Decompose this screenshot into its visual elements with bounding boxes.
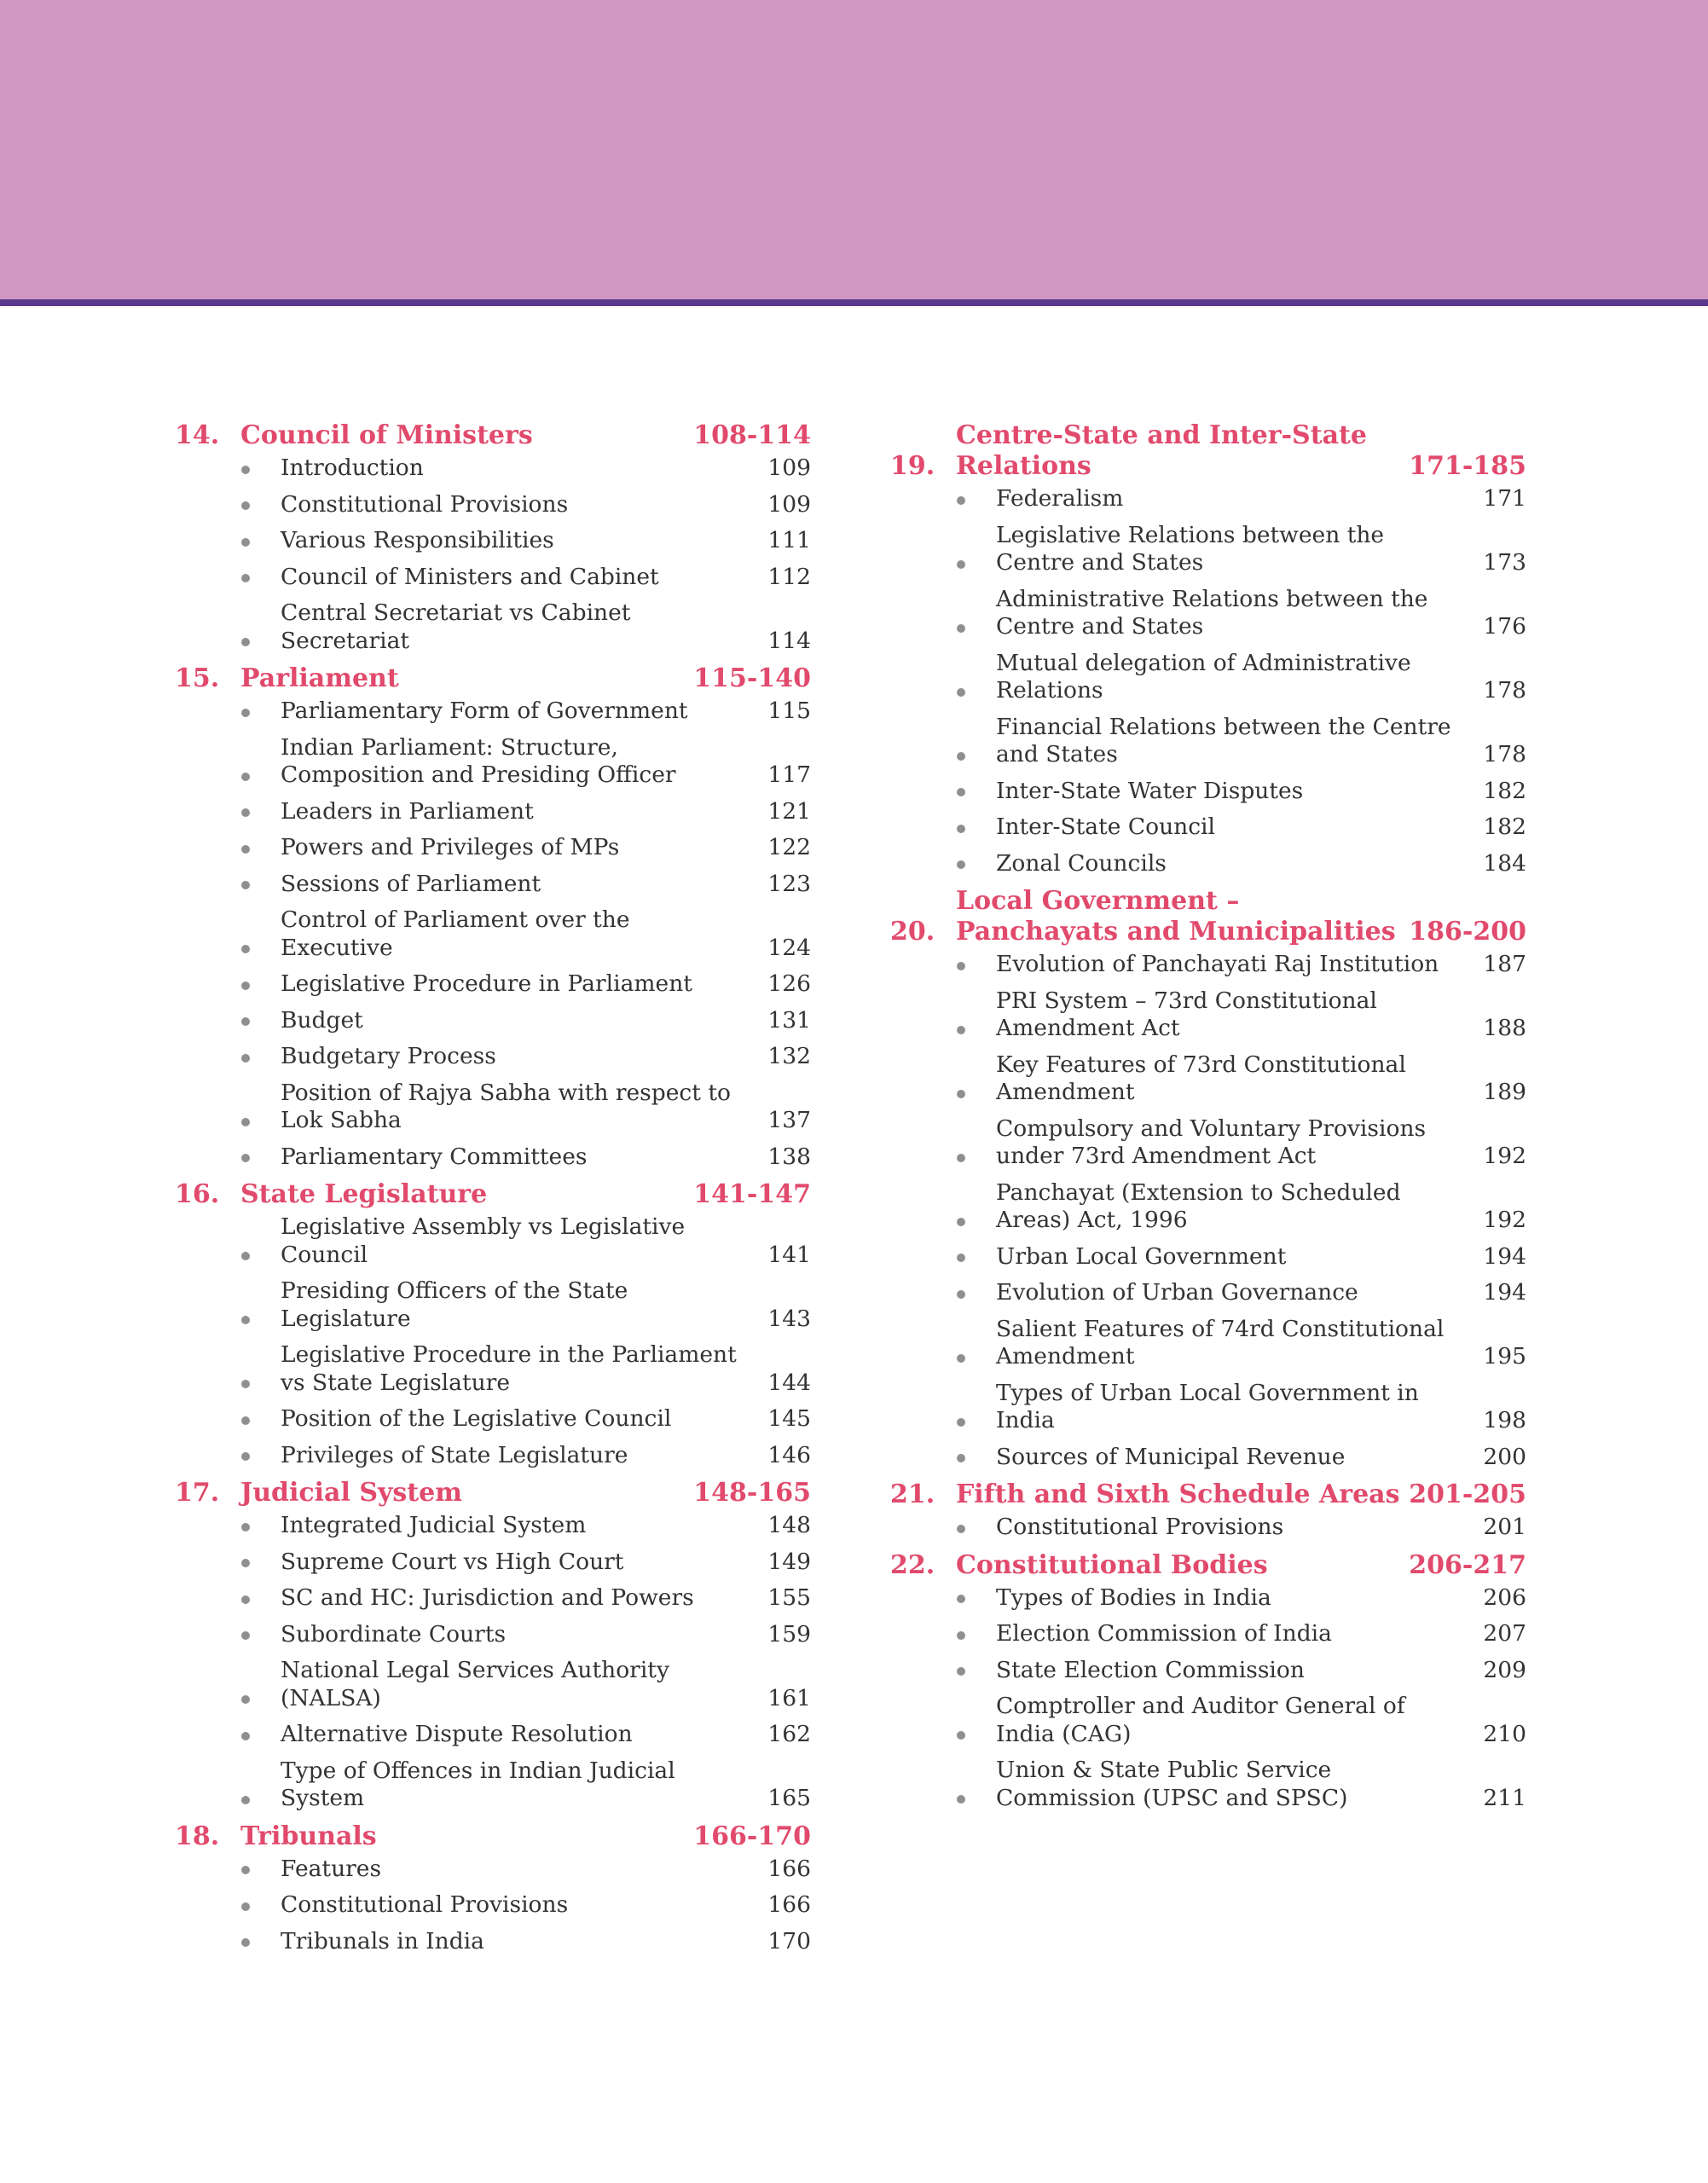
bullet-icon (175, 1242, 240, 1269)
toc-entry-title: Financial Relations between the Centre and States (996, 713, 1451, 767)
chapter-heading[interactable] (890, 420, 1526, 482)
toc-entry-title: Constitutional Provisions (281, 1891, 569, 1918)
bullet-icon (890, 678, 956, 705)
toc-entry[interactable] (175, 1549, 811, 1577)
chapter-16 (175, 1179, 811, 1469)
bullet-icon (175, 1786, 240, 1813)
toc-entry-title: Union & State Public Service Commission (UPSC and SPSC) (996, 1757, 1348, 1811)
toc-entry[interactable] (175, 1442, 811, 1470)
bullet-icon (175, 971, 240, 999)
toc-entry-page: 161 (767, 1684, 811, 1711)
toc-entry-page: 189 (1483, 1079, 1526, 1105)
toc-entry-page: 146 (767, 1441, 811, 1468)
header-rule (0, 299, 1708, 306)
toc-entry[interactable] (890, 1444, 1526, 1472)
toc-entry-page: 145 (767, 1405, 811, 1432)
toc-entry[interactable] (175, 564, 811, 592)
toc-entry-page: 178 (1483, 741, 1526, 767)
bullet-icon (175, 1685, 240, 1712)
toc-entry[interactable] (175, 1584, 811, 1613)
toc-entry[interactable] (890, 485, 1526, 513)
bullet-icon (890, 1280, 956, 1307)
toc-entry-page: 111 (767, 527, 811, 553)
chapter-heading[interactable] (175, 663, 811, 694)
bullet-icon (175, 1621, 240, 1648)
bullet-icon (175, 1144, 240, 1171)
toc-entry[interactable] (890, 778, 1526, 806)
toc-entry-title: State Election Commission (996, 1656, 1305, 1683)
toc-entry-title: Leaders in Parliament (281, 797, 534, 825)
toc-entry-page: 131 (767, 1006, 811, 1034)
toc-entry-title: Inter-State Water Disputes (996, 777, 1304, 804)
toc-entry-title: Position of Rajya Sabha with respect to Lok Sabha (281, 1079, 731, 1133)
toc-entry-title: Urban Local Government (996, 1242, 1287, 1270)
toc-entry-title: Evolution of Urban Governance (996, 1279, 1358, 1306)
toc-entry-page: 192 (1483, 1207, 1526, 1233)
toc-entry-title: Alternative Dispute Resolution (281, 1721, 633, 1747)
bullet-icon (175, 455, 240, 483)
toc-entry-title: SC and HC: Jurisdiction and Powers (281, 1584, 694, 1611)
toc-entry[interactable] (890, 1584, 1526, 1613)
chapter-number: 15. (175, 663, 220, 693)
chapter-heading[interactable] (175, 420, 811, 451)
toc-entry[interactable] (175, 1621, 811, 1649)
toc-entry[interactable] (890, 1279, 1526, 1307)
toc-entry-title: Powers and Privileges of MPs (281, 834, 620, 860)
toc-entry-page: 192 (1483, 1143, 1526, 1169)
toc-entry-page: 149 (767, 1548, 811, 1575)
toc-entry-page: 143 (767, 1305, 811, 1332)
toc-entry-page: 201 (1483, 1514, 1526, 1540)
toc-entry-page: 198 (1483, 1407, 1526, 1433)
bullet-icon (175, 1108, 240, 1135)
toc-entry[interactable] (175, 1891, 811, 1920)
bullet-icon (175, 871, 240, 898)
toc-entry[interactable] (890, 1051, 1526, 1107)
toc-entry-title: Type of Offences in Indian Judicial System (281, 1757, 675, 1811)
chapter-number: 16. (175, 1179, 220, 1209)
toc-entry[interactable] (890, 850, 1526, 878)
toc-entry[interactable] (175, 834, 811, 862)
toc-entry-title: Supreme Court vs High Court (281, 1548, 624, 1575)
toc-entry-page: 165 (767, 1785, 811, 1811)
bullet-icon (890, 1584, 956, 1612)
chapter-20 (890, 886, 1526, 1471)
chapter-22 (890, 1550, 1526, 1813)
bullet-icon (890, 1657, 956, 1684)
toc-entry-page: 122 (767, 834, 811, 860)
chapter-title: Judicial System (240, 1478, 462, 1508)
toc-entry[interactable] (175, 1341, 811, 1397)
bullet-icon (890, 1207, 956, 1235)
toc-entry-title: Position of the Legislative Council (281, 1405, 672, 1432)
bullet-icon (175, 564, 240, 591)
bullet-icon (175, 491, 240, 518)
chapter-17 (175, 1478, 811, 1813)
bullet-icon (175, 935, 240, 962)
toc-entry-page: 176 (1483, 613, 1526, 640)
toc-entry-title: Sources of Municipal Revenue (996, 1443, 1346, 1470)
toc-entry-title: Indian Parliament: Structure, Composition and Presiding Officer (281, 733, 676, 788)
bullet-icon (175, 1892, 240, 1920)
toc-entry[interactable] (175, 1405, 811, 1433)
toc-entry-page: 114 (767, 627, 811, 654)
toc-entry-page: 144 (767, 1369, 811, 1396)
toc-entry-page: 178 (1483, 677, 1526, 704)
toc-entry[interactable] (175, 1757, 811, 1813)
toc-entry-title: Salient Features of 74rd Constitutional Amendment (996, 1315, 1445, 1369)
chapter-14 (175, 420, 811, 655)
toc-entry[interactable] (890, 951, 1526, 979)
toc-entry-page: 166 (767, 1891, 811, 1918)
toc-entry[interactable] (890, 1243, 1526, 1271)
toc-entry[interactable] (890, 1757, 1526, 1812)
toc-entry[interactable] (175, 1512, 811, 1540)
toc-entry-page: 182 (1483, 777, 1526, 804)
toc-entry-title: Parliamentary Committees (281, 1143, 588, 1170)
chapter-number: 14. (175, 420, 220, 450)
bullet-icon (890, 486, 956, 513)
chapter-title: Constitutional Bodies (956, 1549, 1268, 1580)
chapter-title: State Legislature (240, 1179, 488, 1209)
toc-entry-page: 141 (767, 1241, 811, 1268)
bullet-icon (175, 1856, 240, 1883)
toc-left-column (175, 420, 811, 1964)
toc-entry[interactable] (175, 455, 811, 483)
toc-entry[interactable] (890, 1514, 1526, 1542)
toc-entry-title: Compulsory and Voluntary Provisions under 73rd Amendment Act (996, 1115, 1427, 1169)
toc-entry-title: Inter-State Council (996, 814, 1216, 840)
bullet-icon (175, 1044, 240, 1071)
toc-entry[interactable] (890, 650, 1526, 705)
toc-entry[interactable] (890, 1620, 1526, 1648)
chapter-title: Fifth and Sixth Schedule Areas (956, 1479, 1400, 1509)
bullet-icon (890, 1721, 956, 1748)
toc-entry-page: 188 (1483, 1015, 1526, 1041)
toc-entry-title: Privileges of State Legislature (281, 1441, 628, 1468)
toc-entry-title: Subordinate Courts (281, 1620, 507, 1647)
toc-entry[interactable] (175, 798, 811, 826)
toc-right-column (890, 420, 1526, 1821)
toc-entry-title: Zonal Councils (996, 849, 1167, 877)
toc-entry-page: 182 (1483, 814, 1526, 840)
bullet-icon (175, 1442, 240, 1469)
bullet-icon (890, 952, 956, 979)
toc-entry-title: Central Secretariat vs Cabinet Secretariat (281, 599, 631, 654)
toc-entry-title: Legislative Procedure in Parliament (281, 970, 692, 997)
toc-entry-page: 148 (767, 1512, 811, 1538)
chapter-19 (890, 420, 1526, 877)
toc-entry[interactable] (890, 1657, 1526, 1685)
toc-entry[interactable] (175, 698, 811, 726)
header-band (0, 0, 1708, 299)
bullet-icon (175, 1928, 240, 1955)
toc-entry[interactable] (175, 491, 811, 519)
bullet-icon (890, 778, 956, 805)
chapter-heading[interactable] (175, 1478, 811, 1508)
chapter-page-range: 206-217 (1409, 1549, 1526, 1580)
toc-entry[interactable] (175, 1856, 811, 1884)
chapter-page-range: 141-147 (693, 1179, 811, 1209)
toc-entry-page: 109 (767, 490, 811, 518)
toc-entry-page: 195 (1483, 1343, 1526, 1369)
toc-entry-page: 155 (767, 1584, 811, 1611)
toc-entry-page: 121 (767, 797, 811, 825)
chapter-page-range: 171-185 (1409, 451, 1526, 481)
toc-entry-title: Evolution of Panchayati Raj Institution (996, 951, 1439, 977)
chapter-page-range: 148-165 (693, 1478, 811, 1508)
toc-entry-page: 194 (1483, 1242, 1526, 1270)
toc-entry-title: Integrated Judicial System (281, 1512, 587, 1538)
chapter-page-range: 108-114 (693, 420, 811, 450)
toc-entry-page: 162 (767, 1721, 811, 1747)
toc-entry[interactable] (175, 1007, 811, 1035)
toc-entry[interactable] (890, 1115, 1526, 1171)
chapter-18 (175, 1821, 811, 1956)
toc-entry-page: 159 (767, 1620, 811, 1647)
toc-entry-title: Comptroller and Auditor General of India (CAG) (996, 1693, 1405, 1747)
bullet-icon (175, 1722, 240, 1749)
toc-entry[interactable] (890, 1693, 1526, 1748)
toc-entry-page: 209 (1483, 1656, 1526, 1683)
toc-entry-page: 132 (767, 1043, 811, 1069)
bullet-icon (890, 1344, 956, 1371)
toc-entry[interactable] (175, 1043, 811, 1071)
toc-entry-title: Constitutional Provisions (281, 490, 569, 518)
toc-entry-title: Election Commission of India (996, 1620, 1332, 1647)
toc-entry[interactable] (890, 814, 1526, 842)
chapter-number: 19. (890, 451, 935, 481)
bullet-icon (175, 762, 240, 790)
toc-entry-title: Tribunals in India (281, 1927, 484, 1954)
toc-entry[interactable] (890, 586, 1526, 641)
toc-entry-page: 210 (1483, 1720, 1526, 1747)
chapter-heading[interactable] (175, 1179, 811, 1210)
bullet-icon (175, 1369, 240, 1397)
chapter-title: Council of Ministers (240, 420, 533, 450)
bullet-icon (890, 550, 956, 577)
toc-entry-title: Mutual delegation of Administrative Relations (996, 649, 1411, 704)
bullet-icon (175, 1306, 240, 1333)
chapter-heading[interactable] (890, 1479, 1526, 1510)
toc-entry-page: 166 (767, 1855, 811, 1882)
toc-entry-page: 170 (767, 1927, 811, 1954)
toc-entry-title: Constitutional Provisions (996, 1514, 1284, 1540)
chapter-heading[interactable] (890, 1550, 1526, 1581)
toc-entry[interactable] (175, 1277, 811, 1333)
toc-entry[interactable] (890, 1380, 1526, 1435)
bullet-icon (890, 1785, 956, 1812)
chapter-number: 22. (890, 1549, 935, 1580)
chapter-page-range: 166-170 (693, 1821, 811, 1851)
toc-entry-page: 206 (1483, 1584, 1526, 1611)
bullet-icon (175, 835, 240, 862)
toc-entry-page: 124 (767, 934, 811, 961)
toc-entry-title: Panchayat (Extension to Scheduled Areas) Act, 1996 (996, 1178, 1401, 1233)
bullet-icon (175, 628, 240, 655)
bullet-icon (890, 1243, 956, 1271)
bullet-icon (890, 850, 956, 877)
bullet-icon (175, 698, 240, 726)
chapter-page-range: 115-140 (693, 663, 811, 693)
toc-entry-title: Introduction (281, 455, 424, 481)
toc-entry[interactable] (175, 906, 811, 962)
toc-entry-page: 171 (1483, 485, 1526, 512)
toc-entry[interactable] (175, 970, 811, 999)
bullet-icon (890, 742, 956, 769)
toc-entry-title: PRI System – 73rd Constitutional Amendment Act (996, 987, 1377, 1041)
bullet-icon (890, 614, 956, 641)
bullet-icon (175, 1585, 240, 1613)
chapter-heading[interactable] (175, 1821, 811, 1852)
toc-entry-title: Legislative Assembly vs Legislative Council (281, 1213, 686, 1268)
toc-entry-title: National Legal Services Authority (NALSA) (281, 1657, 669, 1711)
toc-entry-page: 115 (767, 698, 811, 724)
toc-entry-title: Types of Urban Local Government in India (996, 1379, 1419, 1433)
toc-entry-page: 211 (1483, 1784, 1526, 1811)
chapter-number: 20. (890, 917, 935, 947)
toc-entry-title: Legislative Relations between the Centre and States (996, 521, 1385, 576)
toc-entry-title: Presiding Officers of the State Legislature (281, 1277, 628, 1332)
toc-entry[interactable] (175, 871, 811, 899)
toc-entry-title: Administrative Relations between the Centre and States (996, 585, 1428, 640)
toc-entry-title: Control of Parliament over the Executive (281, 906, 630, 961)
chapter-heading[interactable] (890, 886, 1526, 947)
toc-entry-title: Federalism (996, 485, 1124, 512)
chapter-21 (890, 1479, 1526, 1542)
toc-entry[interactable] (175, 599, 811, 655)
toc-entry-title: Features (281, 1855, 382, 1882)
bullet-icon (175, 528, 240, 555)
bullet-icon (175, 1406, 240, 1433)
toc-entry[interactable] (890, 1179, 1526, 1235)
bullet-icon (890, 1144, 956, 1171)
toc-entry-title: Sessions of Parliament (281, 870, 541, 897)
bullet-icon (890, 1621, 956, 1648)
toc-entry-title: Budgetary Process (281, 1043, 496, 1069)
chapter-title: Centre-State and Inter-State Relations (956, 420, 1367, 481)
toc-entry[interactable] (890, 522, 1526, 577)
toc-entry-page: 184 (1483, 849, 1526, 877)
toc-entry-page: 137 (767, 1107, 811, 1133)
toc-entry-title: Council of Ministers and Cabinet (281, 563, 659, 590)
chapter-title: Parliament (240, 663, 399, 693)
toc-entry[interactable] (175, 1721, 811, 1749)
toc-entry-page: 117 (767, 761, 811, 788)
toc-entry[interactable] (175, 734, 811, 790)
toc-entry[interactable] (175, 1213, 811, 1269)
chapter-page-range: 186-200 (1409, 917, 1526, 947)
toc-entry[interactable] (890, 1316, 1526, 1371)
toc-entry-title: Legislative Procedure in the Parliament vs State Legislature (281, 1341, 737, 1396)
toc-entry-title: Budget (281, 1006, 363, 1034)
chapter-page-range: 201-205 (1409, 1479, 1526, 1509)
bullet-icon (175, 1007, 240, 1034)
toc-entry-page: 109 (767, 455, 811, 481)
bullet-icon (890, 1444, 956, 1471)
toc-entry[interactable] (175, 1080, 811, 1135)
toc-entry[interactable] (890, 714, 1526, 769)
bullet-icon (890, 1080, 956, 1107)
bullet-icon (175, 1513, 240, 1540)
toc-entry-page: 112 (767, 563, 811, 590)
toc-entry[interactable] (175, 1928, 811, 1956)
chapter-number: 18. (175, 1821, 220, 1851)
chapter-title: Tribunals (240, 1821, 377, 1851)
toc-entry-page: 187 (1483, 951, 1526, 977)
bullet-icon (890, 1016, 956, 1043)
bullet-icon (890, 1514, 956, 1542)
toc-entry-title: Types of Bodies in India (996, 1584, 1271, 1611)
toc-entry-page: 207 (1483, 1620, 1526, 1647)
toc-entry-page: 138 (767, 1143, 811, 1170)
chapter-15 (175, 663, 811, 1171)
toc-entry[interactable] (175, 527, 811, 555)
chapter-number: 21. (890, 1479, 935, 1509)
bullet-icon (175, 1549, 240, 1576)
bullet-icon (175, 798, 240, 825)
toc-entry-title: Various Responsibilities (281, 527, 554, 553)
toc-entry-page: 194 (1483, 1279, 1526, 1306)
toc-entry-page: 126 (767, 970, 811, 997)
toc-entry-page: 200 (1483, 1443, 1526, 1470)
toc-entry[interactable] (890, 987, 1526, 1043)
bullet-icon (890, 1408, 956, 1435)
toc-entry-title: Key Features of 73rd Constitutional Amendment (996, 1051, 1406, 1105)
toc-entry[interactable] (175, 1144, 811, 1172)
toc-entry-page: 173 (1483, 549, 1526, 576)
chapter-number: 17. (175, 1478, 220, 1508)
chapter-title: Local Government – Panchayats and Municipalities (956, 886, 1396, 947)
bullet-icon (890, 814, 956, 842)
toc-entry[interactable] (175, 1657, 811, 1712)
toc-entry-title: Parliamentary Form of Government (281, 698, 688, 724)
toc-entry-page: 123 (767, 870, 811, 897)
